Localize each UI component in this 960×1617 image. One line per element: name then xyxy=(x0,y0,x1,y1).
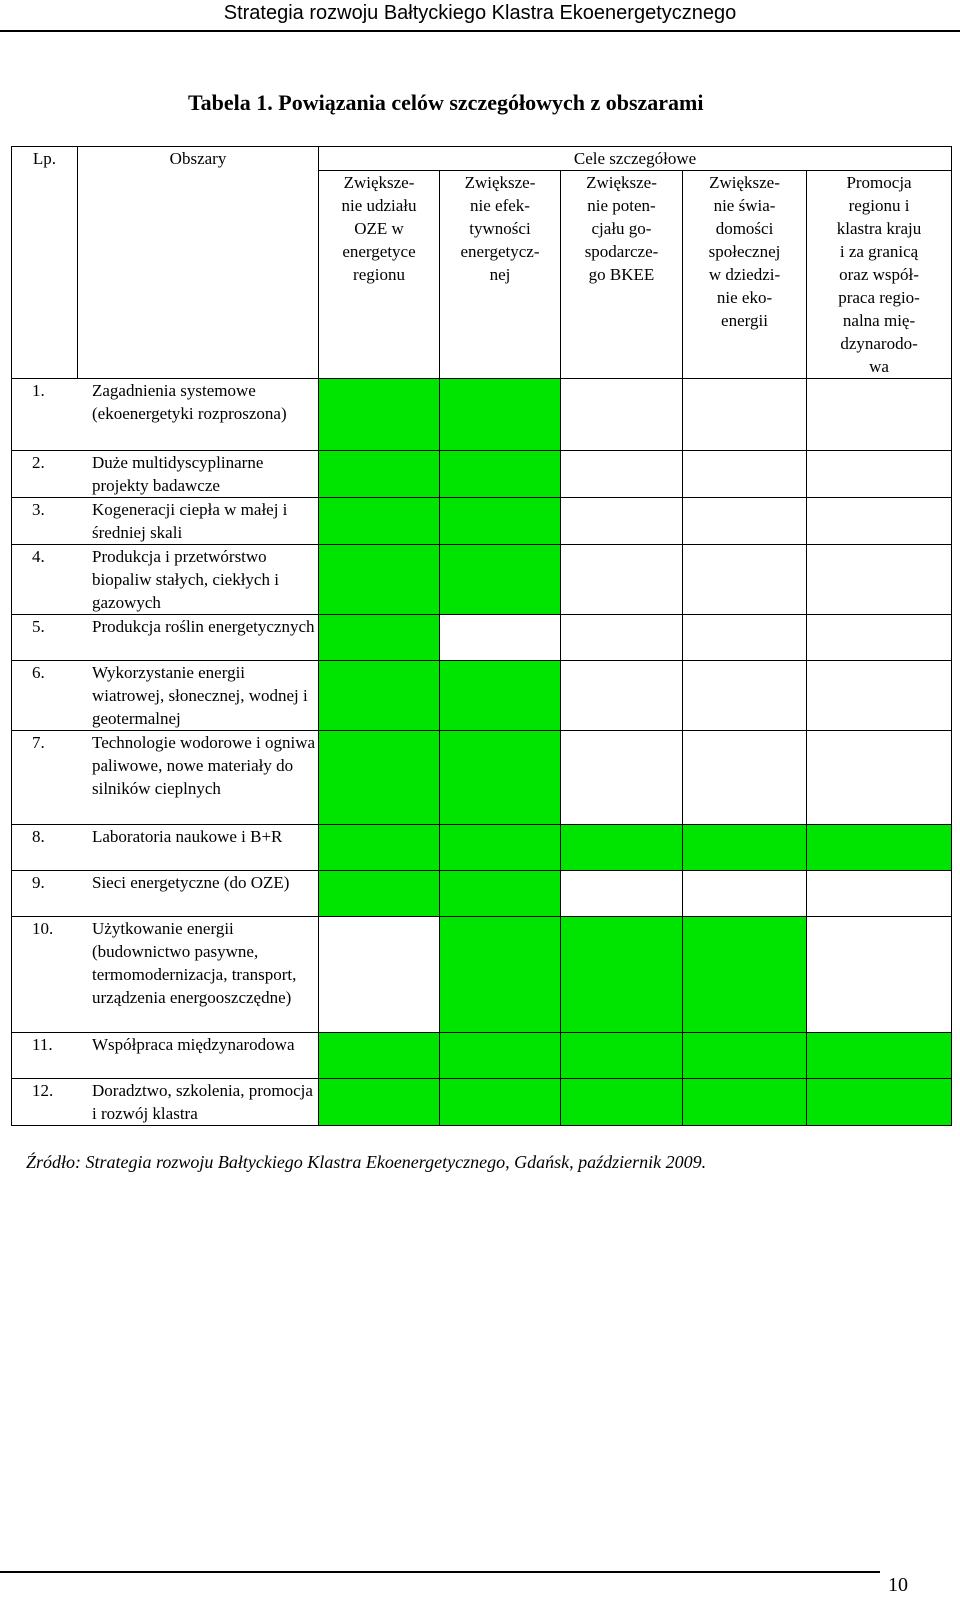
goal-link-empty xyxy=(561,498,683,545)
goal-header: Zwiększe- nie efek- tywności energetycz- nej xyxy=(440,171,561,379)
row-number: 1. xyxy=(32,381,45,400)
goal-header: Zwiększe- nie udziału OZE w energetyce regionu xyxy=(319,171,440,379)
goal-link-marked xyxy=(319,661,440,731)
area-label: Duże multidyscyplinarne projekty badawcze xyxy=(92,453,264,495)
goal-header: Zwiększe- nie poten- cjału go- spodarcze- go BKEE xyxy=(561,171,683,379)
goal-link-empty xyxy=(807,871,952,917)
area-cell xyxy=(12,825,319,871)
goal-link-empty xyxy=(683,615,807,661)
goal-link-empty xyxy=(561,871,683,917)
goal-link-empty xyxy=(807,379,952,451)
goal-link-marked xyxy=(319,871,440,917)
area-cell xyxy=(12,451,319,498)
row-number: 7. xyxy=(32,733,45,752)
area-label: Produkcja roślin energetycznych xyxy=(92,617,315,636)
areas-header: Obszary xyxy=(78,147,319,379)
table-row xyxy=(12,451,952,498)
area-cell xyxy=(12,1033,319,1079)
goal-link-marked xyxy=(683,917,807,1033)
goals-areas-table xyxy=(11,146,952,1126)
goal-link-marked xyxy=(440,545,561,615)
goal-link-empty xyxy=(807,661,952,731)
goal-link-empty xyxy=(683,871,807,917)
table-row xyxy=(12,825,952,871)
area-label: Kogeneracji ciepła w małej i średniej skali xyxy=(92,500,288,542)
goal-link-marked xyxy=(807,1079,952,1126)
goal-link-marked xyxy=(440,451,561,498)
row-number: 4. xyxy=(32,547,45,566)
goal-link-marked xyxy=(440,379,561,451)
area-cell xyxy=(12,615,319,661)
goal-link-marked xyxy=(440,498,561,545)
area-cell xyxy=(12,1079,319,1126)
area-label: Wykorzystanie energii wiatrowej, słonecznej, wodnej i geotermalnej xyxy=(92,663,308,728)
table-caption: Tabela 1. Powiązania celów szczegółowych z obszarami xyxy=(188,90,704,115)
goal-link-empty xyxy=(807,451,952,498)
goal-link-marked xyxy=(561,1033,683,1079)
area-cell xyxy=(12,731,319,825)
goal-link-marked xyxy=(683,825,807,871)
table-row xyxy=(12,661,952,731)
goal-link-marked xyxy=(683,1079,807,1126)
area-label: Sieci energetyczne (do OZE) xyxy=(92,873,290,892)
goal-link-empty xyxy=(561,661,683,731)
goal-link-marked xyxy=(561,1079,683,1126)
goal-link-empty xyxy=(561,379,683,451)
goal-link-marked xyxy=(440,661,561,731)
goal-link-marked xyxy=(807,1033,952,1079)
goal-link-marked xyxy=(440,1033,561,1079)
goal-link-marked xyxy=(683,1033,807,1079)
goal-header: Promocja regionu i klastra kraju i za granicą oraz współ- praca regio- nalna mię- dzynarodo- wa xyxy=(807,171,952,379)
area-label: Laboratoria naukowe i B+R xyxy=(92,827,283,846)
goal-link-empty xyxy=(683,498,807,545)
goal-link-marked xyxy=(319,731,440,825)
goal-link-marked xyxy=(319,379,440,451)
goal-link-empty xyxy=(561,615,683,661)
row-number: 3. xyxy=(32,500,45,519)
goal-link-empty xyxy=(807,731,952,825)
footer-rule xyxy=(0,1571,880,1573)
running-header: Strategia rozwoju Bałtyckiego Klastra Ekoenergetycznego xyxy=(223,2,737,24)
area-cell xyxy=(12,917,319,1033)
goal-link-marked xyxy=(807,825,952,871)
goal-header: Zwiększe- nie świa- domości społecznej w dziedzi- nie eko- energii xyxy=(683,171,807,379)
row-number: 12. xyxy=(32,1081,54,1100)
table-row xyxy=(12,1079,952,1126)
goal-link-marked xyxy=(319,615,440,661)
goal-link-marked xyxy=(440,917,561,1033)
row-number: 10. xyxy=(32,919,54,938)
goal-link-empty xyxy=(683,379,807,451)
source-note: Źródło: Strategia rozwoju Bałtyckiego Klastra Ekoenergetycznego, Gdańsk, październik 2009. xyxy=(26,1152,707,1172)
goal-link-marked xyxy=(319,451,440,498)
row-number: 2. xyxy=(32,453,45,472)
goal-link-empty xyxy=(561,451,683,498)
goal-link-empty xyxy=(807,545,952,615)
goals-group-header: Cele szczegółowe xyxy=(319,147,952,171)
table-row xyxy=(12,731,952,825)
goal-link-empty xyxy=(440,615,561,661)
goal-link-empty xyxy=(561,545,683,615)
table-row xyxy=(12,1033,952,1079)
goal-link-empty xyxy=(683,731,807,825)
goal-link-marked xyxy=(319,545,440,615)
header-rule xyxy=(0,30,960,32)
table-row xyxy=(12,871,952,917)
area-label: Technologie wodorowe i ogniwa paliwowe, nowe materiały do silników cieplnych xyxy=(92,733,316,798)
area-label: Użytkowanie energii (budownictwo pasywne, termomodernizacja, transport, urządzenia energooszczędne) xyxy=(92,919,297,1007)
area-cell xyxy=(12,545,319,615)
goal-link-marked xyxy=(319,498,440,545)
area-cell xyxy=(12,871,319,917)
goal-link-empty xyxy=(319,917,440,1033)
table-row xyxy=(12,615,952,661)
goal-link-marked xyxy=(440,1079,561,1126)
area-label: Współpraca międzynarodowa xyxy=(92,1035,295,1054)
row-number: 11. xyxy=(32,1035,53,1054)
area-label: Zagadnienia systemowe (ekoenergetyki rozproszona) xyxy=(92,381,287,423)
goal-link-marked xyxy=(319,1033,440,1079)
area-label: Doradztwo, szkolenia, promocja i rozwój klastra xyxy=(92,1081,313,1123)
table-row xyxy=(12,379,952,451)
row-number: 6. xyxy=(32,663,45,682)
table-row xyxy=(12,498,952,545)
goal-link-empty xyxy=(683,451,807,498)
goal-link-empty xyxy=(683,661,807,731)
area-cell xyxy=(12,661,319,731)
row-number: 8. xyxy=(32,827,45,846)
goal-link-marked xyxy=(319,1079,440,1126)
goal-link-marked xyxy=(440,871,561,917)
row-number: 9. xyxy=(32,873,45,892)
goal-link-marked xyxy=(561,917,683,1033)
lp-header: Lp. xyxy=(12,147,78,379)
area-cell xyxy=(12,498,319,545)
goal-link-marked xyxy=(440,825,561,871)
goal-link-empty xyxy=(683,545,807,615)
area-label: Produkcja i przetwórstwo biopaliw stałych, ciekłych i gazowych xyxy=(92,547,279,612)
goal-link-marked xyxy=(319,825,440,871)
table-row xyxy=(12,545,952,615)
area-cell xyxy=(12,379,319,451)
goal-link-marked xyxy=(561,825,683,871)
goal-link-empty xyxy=(807,615,952,661)
goal-link-marked xyxy=(440,731,561,825)
goal-link-empty xyxy=(807,917,952,1033)
table-row xyxy=(12,917,952,1033)
page-number: 10 xyxy=(888,1574,908,1596)
goal-link-empty xyxy=(561,731,683,825)
row-number: 5. xyxy=(32,617,45,636)
goal-link-empty xyxy=(807,498,952,545)
